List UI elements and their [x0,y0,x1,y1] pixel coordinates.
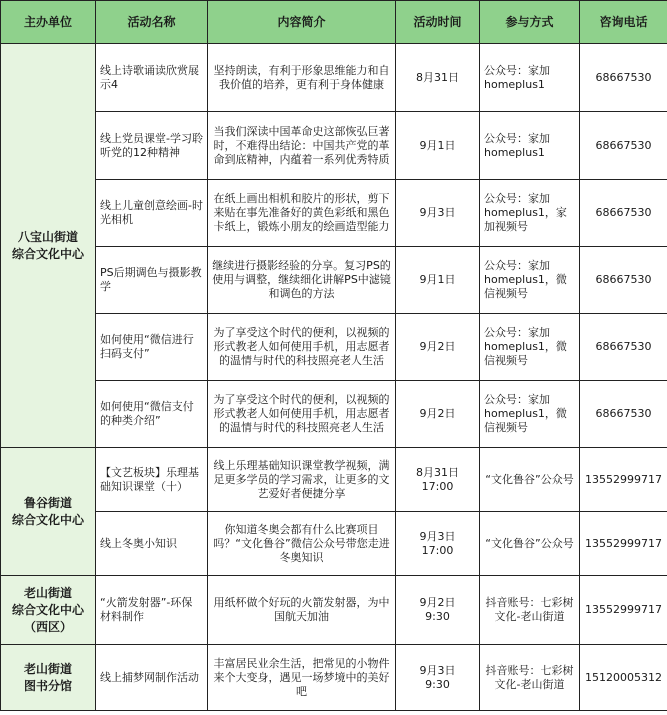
content-intro: 你知道冬奥会都有什么比赛项目吗？“文化鲁谷”微信公众号带您走进冬奥知识 [208,512,396,576]
participation-method: “文化鲁谷”公众号 [480,448,580,512]
phone-number: 68667530 [580,247,667,314]
table-row [1,576,667,645]
table-row [1,180,667,247]
table-row [1,512,667,576]
activity-name: 线上捕梦网制作活动 [96,645,208,711]
phone-number: 68667530 [580,314,667,381]
phone-number: 68667530 [580,180,667,247]
header-phone: 咨询电话 [580,1,667,44]
activity-time: 8月31日 17:00 [396,448,480,512]
activity-name: 如何使用“微信进行扫码支付” [96,314,208,381]
activity-name: 【文艺板块】乐理基础知识课堂（十） [96,448,208,512]
content-intro: 丰富居民业余生活，把常见的小物件来个大变身，遇见一场梦境中的美好吧 [208,645,396,711]
table-row [1,645,667,711]
phone-number: 68667530 [580,44,667,112]
phone-number: 15120005312 [580,645,667,711]
content-intro: 当我们深读中国革命史这部恢弘巨著时，不难得出结论：中国共产党的革命到底精神，内蕴着一系列优秀特质 [208,112,396,180]
table-row [1,44,667,112]
phone-number: 68667530 [580,112,667,180]
participation-method: 公众号：家加homeplus1，微信视频号 [480,247,580,314]
table-row [1,314,667,381]
header-organizer: 主办单位 [1,1,96,44]
organizer-cell: 老山街道 图书分馆 [1,645,96,711]
activity-name: 线上诗歌诵读欣赏展示4 [96,44,208,112]
activity-time: 9月1日 [396,112,480,180]
content-intro: 用纸杯做个好玩的火箭发射器，为中国航天加油 [208,576,396,645]
participation-method: 公众号：家加homeplus1，微信视频号 [480,314,580,381]
header-content-intro: 内容简介 [208,1,396,44]
activity-name: 如何使用“微信支付的种类介绍” [96,381,208,448]
activity-name: “火箭发射器”-环保材料制作 [96,576,208,645]
participation-method: 公众号：家加homeplus1，家加视频号 [480,180,580,247]
activity-name: PS后期调色与摄影教学 [96,247,208,314]
header-row [1,1,667,44]
content-intro: 为了享受这个时代的便利，以视频的形式教老人如何使用手机，用志愿者的温情与时代的科技照亮老人生活 [208,314,396,381]
participation-method: 公众号：家加homeplus1 [480,44,580,112]
phone-number: 13552999717 [580,576,667,645]
content-intro: 在纸上画出相机和胶片的形状，剪下来贴在事先准备好的黄色彩纸和黑色卡纸上，锻炼小朋友的绘画造型能力 [208,180,396,247]
phone-number: 13552999717 [580,512,667,576]
table-row [1,448,667,512]
activity-time: 9月2日 [396,314,480,381]
participation-method: 公众号：家加homeplus1，微信视频号 [480,381,580,448]
header-activity-name: 活动名称 [96,1,208,44]
content-intro: 继续进行摄影经验的分享。复习PS的使用与调整，继续细化讲解PS中滤镜和调色的方法 [208,247,396,314]
activity-time: 9月3日 9:30 [396,645,480,711]
header-participation: 参与方式 [480,1,580,44]
table-row [1,247,667,314]
participation-method: 抖音账号：七彩树文化-老山街道 [480,645,580,711]
activity-time: 9月2日 [396,381,480,448]
content-intro: 线上乐理基础知识课堂教学视频，满足更多学员的学习需求，让更多的文艺爱好者便捷分享 [208,448,396,512]
activity-time: 9月3日 17:00 [396,512,480,576]
content-intro: 坚持朗读，有利于形象思维能力和自我价值的培养，更有利于身体健康 [208,44,396,112]
activity-name: 线上党员课堂-学习聆听党的12种精神 [96,112,208,180]
header-activity-time: 活动时间 [396,1,480,44]
organizer-cell: 鲁谷街道 综合文化中心 [1,448,96,576]
activity-name: 线上儿童创意绘画-时光相机 [96,180,208,247]
phone-number: 68667530 [580,381,667,448]
participation-method: 抖音账号：七彩树文化-老山街道 [480,576,580,645]
participation-method: 公众号：家加homeplus1 [480,112,580,180]
organizer-cell: 八宝山街道 综合文化中心 [1,44,96,448]
activity-time: 9月1日 [396,247,480,314]
table-row [1,112,667,180]
activity-time: 8月31日 [396,44,480,112]
table-row [1,381,667,448]
activity-time: 9月3日 [396,180,480,247]
participation-method: “文化鲁谷”公众号 [480,512,580,576]
organizer-cell: 老山街道 综合文化中心 （西区） [1,576,96,645]
content-intro: 为了享受这个时代的便利，以视频的形式教老人如何使用手机，用志愿者的温情与时代的科技照亮老人生活 [208,381,396,448]
activity-time: 9月2日 9:30 [396,576,480,645]
phone-number: 13552999717 [580,448,667,512]
activity-name: 线上冬奥小知识 [96,512,208,576]
